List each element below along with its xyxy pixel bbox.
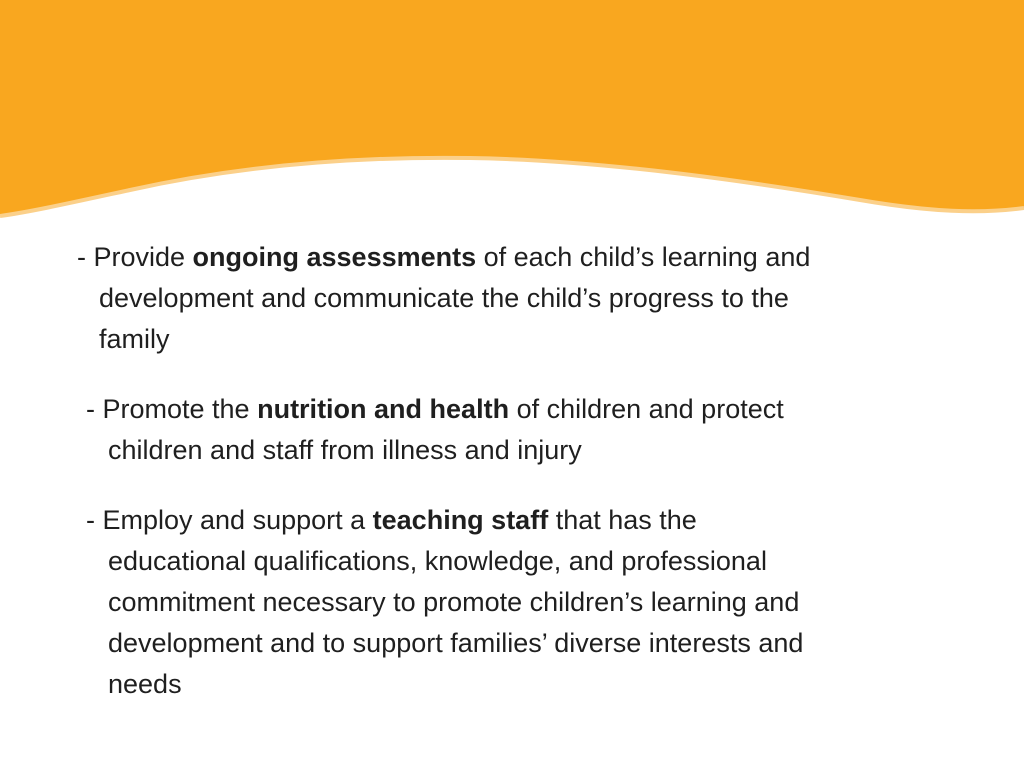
bullet-text: of children and protect — [509, 394, 784, 424]
bullet-bold-term: teaching staff — [372, 505, 549, 535]
bullet-line — [77, 237, 810, 278]
bullet-prefix: - Employ and support a — [86, 505, 373, 535]
bullet-nutrition-health — [86, 389, 784, 471]
bullet-text: of each child’s learning and — [476, 242, 811, 272]
bullet-line — [86, 389, 784, 430]
bullet-line: development and to support families’ diverse interests and — [108, 628, 804, 658]
bullet-bold-term: nutrition and health — [257, 394, 510, 424]
bullet-line: needs — [108, 669, 182, 699]
bullet-ongoing-assessments — [77, 237, 810, 360]
bullet-bold-term: ongoing assessments — [192, 242, 477, 272]
bullet-line: children and staff from illness and injury — [108, 435, 582, 465]
bullet-prefix: - Promote the — [86, 394, 258, 424]
bullet-line: family — [99, 324, 170, 354]
bullet-line: educational qualifications, knowledge, and professional — [108, 546, 767, 576]
bullet-teaching-staff — [86, 500, 803, 705]
bullet-line: commitment necessary to promote children’s learning and — [108, 587, 800, 617]
bullet-prefix: - Provide — [77, 242, 193, 272]
bullet-line: development and communicate the child’s progress to the — [99, 283, 789, 313]
bullet-text: that has the — [548, 505, 697, 535]
bullet-line — [86, 500, 803, 541]
